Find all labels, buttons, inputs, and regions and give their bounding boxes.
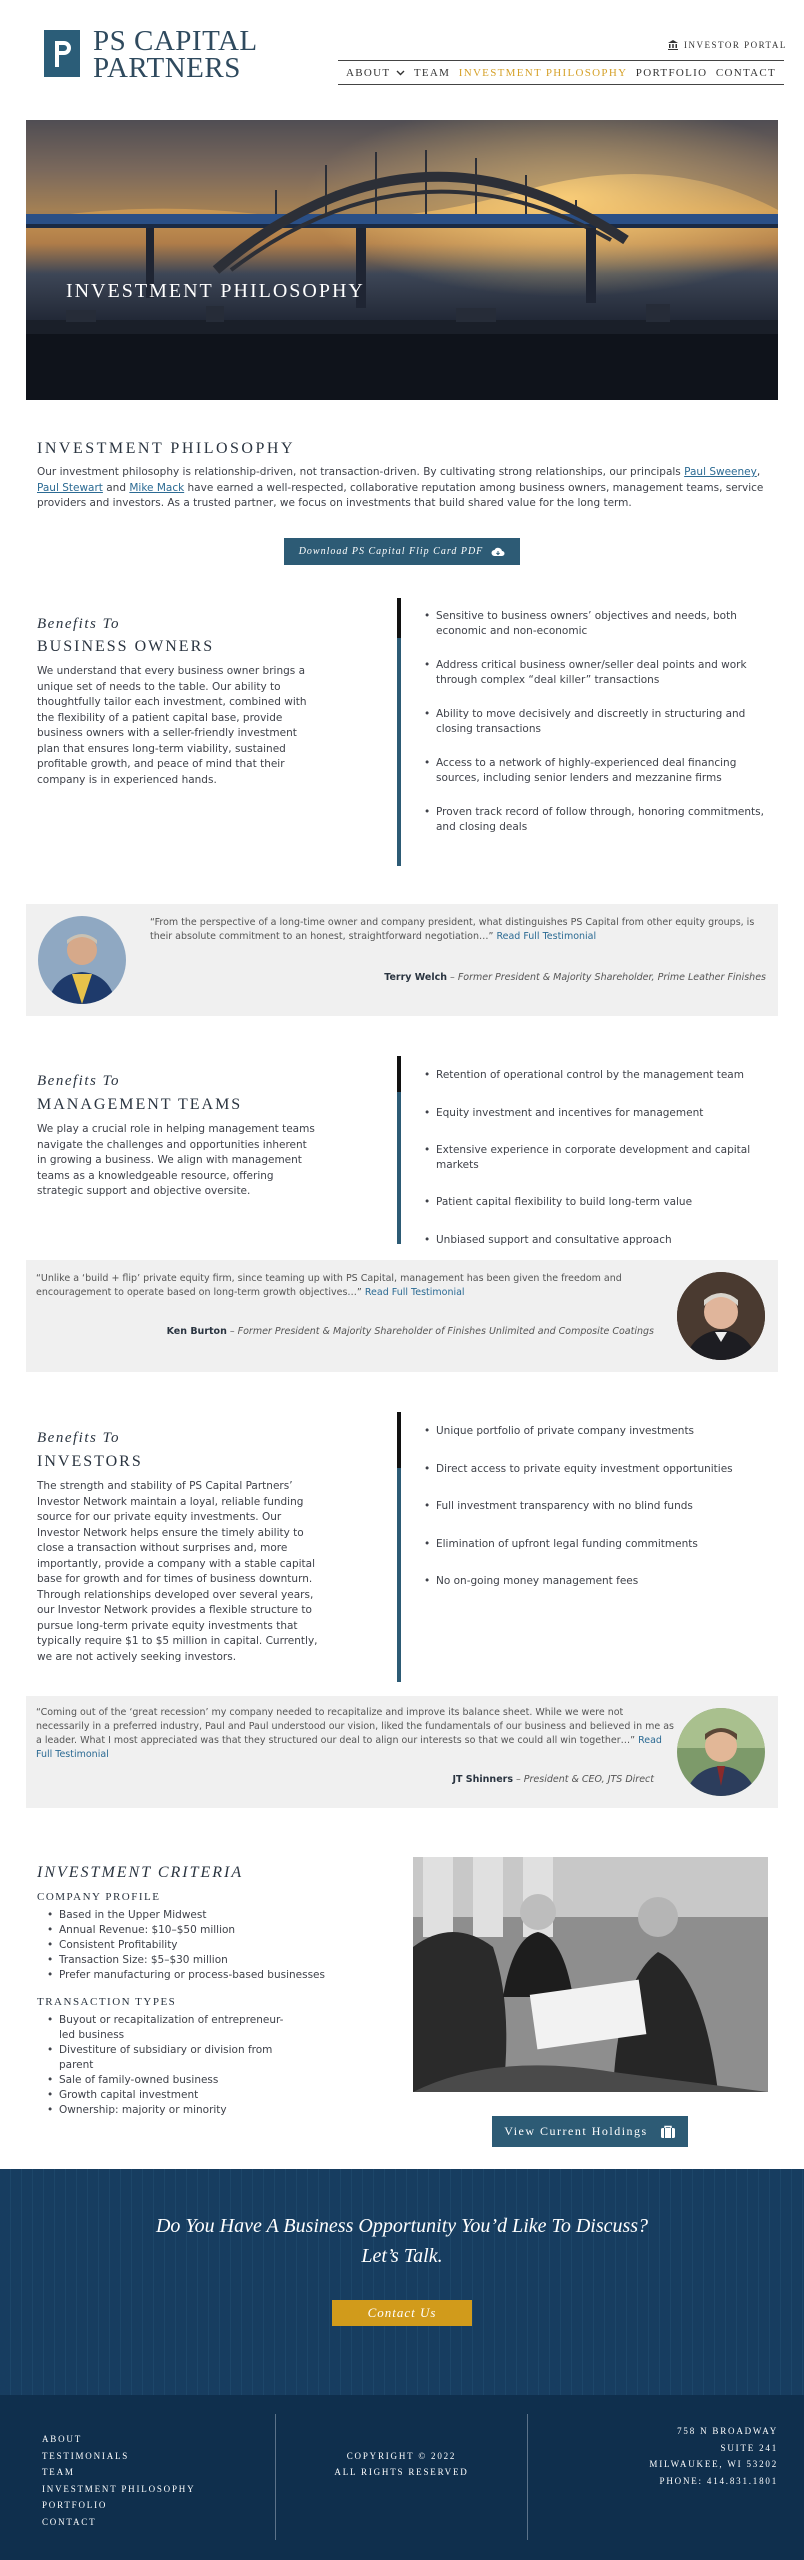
intro-sep-1: ,	[756, 466, 761, 478]
download-pdf-button[interactable]	[284, 538, 520, 565]
management-title: MANAGEMENT TEAMS	[37, 1096, 243, 1113]
testimonial-role: – Former President & Majority Shareholder, Prime Leather Finishes	[447, 972, 766, 983]
investors-divider	[397, 1468, 401, 1682]
copyright	[276, 2448, 527, 2480]
hero-banner	[26, 120, 778, 400]
list-item: • Buyout or recapitalization of entrepreneur-led business	[37, 2013, 297, 2043]
list-item: • Unbiased support and consultative approach	[424, 1233, 769, 1248]
testimonial-ken-burton	[26, 1260, 778, 1372]
company-profile-heading: COMPANY PROFILE	[37, 1891, 161, 1903]
transaction-types-list	[37, 2013, 297, 2118]
list-item: • Sensitive to business owners’ objectives and needs, both economic and non-economic	[424, 609, 769, 638]
list-item: • No on-going money management fees	[424, 1574, 769, 1589]
logo-line-2: PARTNERS	[93, 52, 241, 84]
copyright-line-2: ALL RIGHTS RESERVED	[334, 2467, 469, 2477]
testimonial-role: – Former President & Majority Shareholder of Finishes Unlimited and Composite Coatings	[226, 1326, 654, 1337]
footer-divider-right	[527, 2414, 528, 2540]
intro-text-1: Our investment philosophy is relationship-driven, not transaction-driven. By cultivating strong relationships, our principals	[37, 466, 685, 478]
avatar	[38, 916, 126, 1004]
list-item: • Access to a network of highly-experienced deal financing sources, including senior lenders and mezzanine firms	[424, 756, 769, 785]
footer-link-investment-philosophy[interactable]: INVESTMENT PHILOSOPHY	[42, 2483, 196, 2494]
nav-team[interactable]: TEAM	[413, 66, 451, 79]
testimonial-terry-welch	[26, 904, 778, 1016]
phone-number[interactable]: PHONE: 414.831.1801	[659, 2475, 778, 2486]
nav-investment-philosophy[interactable]: INVESTMENT PHILOSOPHY	[458, 66, 628, 79]
list-item: • Unique portfolio of private company investments	[424, 1424, 769, 1439]
contact-us-button[interactable]: Contact Us	[332, 2300, 472, 2326]
transaction-types-heading: TRANSACTION TYPES	[37, 1996, 177, 2008]
management-kicker: Benefits To	[37, 1073, 121, 1089]
testimonial-quote: “From the perspective of a long-time owner and company president, what distinguishes PS Capital from other equity groups, is their absolute commitment to an honest, straightforward negotiation…”	[150, 917, 755, 942]
owners-bullets	[424, 609, 769, 834]
read-full-testimonial-link[interactable]: Read Full Testimonial	[496, 931, 597, 942]
investors-bullets	[424, 1424, 769, 1589]
management-text: We play a crucial role in helping management teams navigate the challenges and opportunities inherent in growing a business. We align with management teams as a knowledgeable resource, offering strategic support and objective oversite.	[37, 1123, 315, 1197]
footer-address	[649, 2423, 778, 2489]
owners-bar-accent	[397, 598, 401, 638]
meeting-image	[413, 1857, 768, 2092]
management-bar-accent	[397, 1056, 401, 1092]
hero-title: INVESTMENT PHILOSOPHY	[66, 280, 365, 302]
cta-heading-line-1: Do You Have A Business Opportunity You’d Like To Discuss?	[155, 2215, 649, 2237]
list-item: • Address critical business owner/seller deal points and work through complex “deal killer” transactions	[424, 658, 769, 687]
list-item: • Transaction Size: $5–$30 million	[37, 1953, 337, 1968]
holdings-button-label: View Current Holdings	[504, 2124, 648, 2138]
list-item: • Direct access to private equity investment opportunities	[424, 1462, 769, 1477]
list-item: • Proven track record of follow through, honoring commitments, and closing deals	[424, 805, 769, 834]
cta-section	[0, 2169, 804, 2395]
intro-text-2: have earned a well-respected, collaborative reputation among business owners, management teams, service providers and investors. As a trusted partner, we focus on investments that build shared value for the long term.	[37, 481, 764, 509]
read-full-testimonial-link[interactable]: Read Full Testimonial	[36, 1735, 662, 1760]
read-full-testimonial-link[interactable]: Read Full Testimonial	[364, 1287, 465, 1298]
testimonial-quote: “Unlike a ‘build + flip’ private equity firm, since teaming up with PS Capital, management has been given the freedom and encouragement to operate based on long-term growth objectives…”	[36, 1273, 622, 1298]
investors-kicker: Benefits To	[37, 1430, 121, 1446]
briefcase-icon	[660, 2125, 676, 2139]
logo-p-icon	[49, 37, 75, 71]
owners-kicker: Benefits To	[37, 616, 121, 632]
testimonial-jt-shinners	[26, 1696, 778, 1808]
list-item: • Extensive experience in corporate development and capital markets	[424, 1143, 769, 1172]
list-item: • Ability to move decisively and discreetly in structuring and closing transactions	[424, 707, 769, 736]
cta-heading-line-2: Let’s Talk.	[361, 2245, 443, 2267]
investors-title: INVESTORS	[37, 1453, 143, 1470]
list-item: • Growth capital investment	[37, 2088, 297, 2103]
intro-heading: INVESTMENT PHILOSOPHY	[37, 440, 295, 457]
list-item: • Prefer manufacturing or process-based businesses	[37, 1968, 337, 1983]
bridge-image	[26, 120, 778, 400]
management-bullets	[424, 1068, 769, 1247]
footer-link-about[interactable]: ABOUT	[42, 2434, 82, 2444]
footer-link-portfolio[interactable]: PORTFOLIO	[42, 2500, 108, 2510]
owners-divider	[397, 638, 401, 866]
view-holdings-button[interactable]	[492, 2116, 688, 2147]
copyright-line-1: COPYRIGHT © 2022	[346, 2451, 457, 2461]
portal-label: INVESTOR PORTAL	[684, 40, 787, 50]
owners-text: We understand that every business owner brings a unique set of needs to the table. Our ability to thoughtfully tailor each investment, combined with the flexibility of a patient capital base, provide business owners with a seller-friendly investment plan that ensures long-term viability, sustained profitable growth, and peace of mind that their company is in experienced hands.	[37, 665, 307, 786]
nav-portfolio[interactable]: PORTFOLIO	[635, 66, 708, 79]
business-meeting-photo	[413, 1857, 768, 2092]
footer-link-testimonials[interactable]: TESTIMONIALS	[42, 2450, 130, 2461]
logo-line-1: PS CAPITAL	[93, 25, 258, 57]
footer-link-team[interactable]: TEAM	[42, 2467, 75, 2477]
list-item: • Retention of operational control by the management team	[424, 1068, 769, 1083]
company-profile-list	[37, 1908, 337, 1983]
link-paul-stewart[interactable]: Paul Stewart	[37, 481, 103, 494]
list-item: • Consistent Profitability	[37, 1938, 337, 1953]
list-item: • Ownership: majority or minority	[37, 2103, 297, 2118]
list-item: • Equity investment and incentives for management	[424, 1106, 769, 1121]
testimonial-name: JT Shinners	[452, 1774, 513, 1785]
nav-about[interactable]	[346, 67, 405, 79]
list-item: • Based in the Upper Midwest	[37, 1908, 337, 1923]
link-paul-sweeney[interactable]: Paul Sweeney	[684, 466, 757, 478]
portrait-ken	[677, 1272, 765, 1360]
list-item: • Full investment transparency with no blind funds	[424, 1499, 769, 1514]
list-item: • Patient capital flexibility to build long-term value	[424, 1195, 769, 1210]
intro-sep-2: and	[102, 481, 130, 494]
nav-contact[interactable]: CONTACT	[715, 66, 776, 79]
address-line: SUITE 241	[720, 2442, 778, 2453]
pdf-button-label: Download PS Capital Flip Card PDF	[298, 546, 484, 557]
avatar	[677, 1272, 765, 1360]
list-item: • Sale of family-owned business	[37, 2073, 297, 2088]
footer-nav	[42, 2431, 195, 2530]
testimonial-name: Ken Burton	[166, 1326, 227, 1337]
portrait-jt	[677, 1708, 765, 1796]
investor-portal-link[interactable]	[668, 40, 787, 50]
link-mike-mack[interactable]: Mike Mack	[129, 481, 185, 494]
chevron-down-icon	[396, 70, 405, 76]
main-nav	[338, 60, 784, 85]
cloud-download-icon	[491, 547, 505, 557]
investors-bar-accent	[397, 1412, 401, 1468]
company-link[interactable]: JTS Direct	[607, 1774, 654, 1785]
intro-paragraph	[37, 465, 767, 512]
management-divider	[397, 1092, 401, 1244]
investors-text: The strength and stability of PS Capital Partners’ Investor Network maintain a loyal, reliable funding source for our private equity investments. Our Investor Network helps ensure the timely ability to close a transaction without surprises and, more importantly, provide a company with a stable capital base for growth and for times of business downturn. Through relationships developed over several years, our Investor Network provides a flexible structure to pursue long-term private equity investments that typically require $1 to $5 million in capital. Currently, we are not actively seeking investors.	[37, 1480, 318, 1663]
list-item: • Elimination of upfront legal funding commitments	[424, 1537, 769, 1552]
address-line: 758 N BROADWAY	[677, 2426, 778, 2436]
logo-text[interactable]	[93, 25, 258, 84]
criteria-title: INVESTMENT CRITERIA	[37, 1864, 244, 1881]
testimonial-name: Terry Welch	[384, 972, 448, 983]
avatar	[677, 1708, 765, 1796]
bank-icon	[668, 40, 678, 50]
nav-about-label: ABOUT	[346, 66, 391, 79]
logo-mark[interactable]	[44, 30, 80, 77]
list-item: • Annual Revenue: $10–$50 million	[37, 1923, 337, 1938]
address-line: MILWAUKEE, WI 53202	[649, 2459, 778, 2469]
list-item: • Divestiture of subsidiary or division from parent	[37, 2043, 297, 2073]
portrait-terry	[38, 916, 126, 1004]
testimonial-quote: “Coming out of the ‘great recession’ my company needed to recapitalize and improve its balance sheet. While we were not necessarily in a preferred industry, Paul and Paul understood our vision, liked the fundamentals of our business and believed in me as a leader. What I most appreciated was that they structured our deal to align our interests so that we could all win together…”	[36, 1707, 674, 1746]
testimonial-role: – President & CEO,	[512, 1774, 608, 1785]
owners-title: BUSINESS OWNERS	[37, 638, 215, 655]
footer-link-contact[interactable]: CONTACT	[42, 2516, 97, 2527]
